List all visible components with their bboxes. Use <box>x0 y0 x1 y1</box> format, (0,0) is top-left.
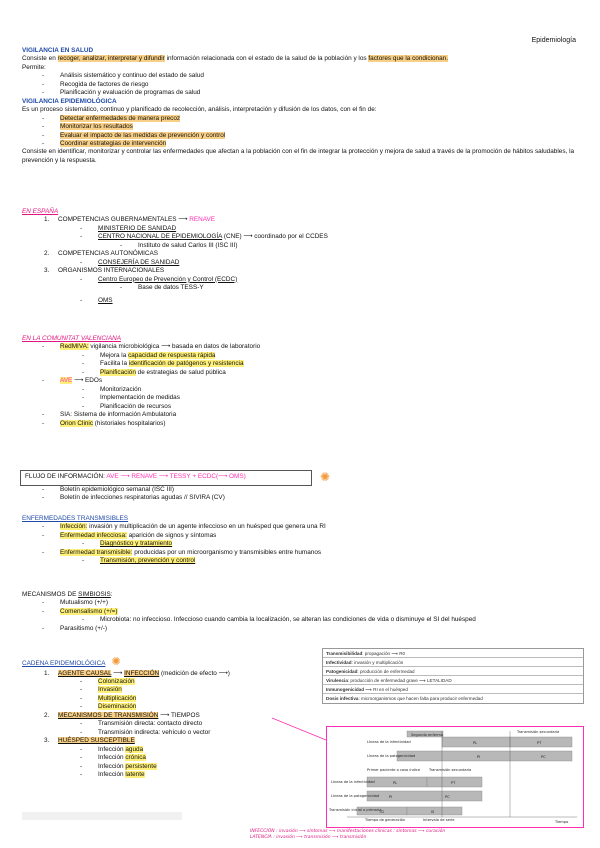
orion-label: Orion Clinic <box>60 419 94 427</box>
list-item: - Recogida de factores de riesgo <box>60 81 582 89</box>
label-primer: Primer paciente o caso índice <box>367 768 421 772</box>
cadena-step-1: 1. AGENTE CAUSAL ⟶ INFECCIÓN (medición de efecto ⟶) <box>44 669 230 677</box>
renave-label: RENAVE <box>189 216 216 224</box>
term: Dosis infectiva <box>326 695 359 701</box>
item-text: Invasión <box>98 686 122 694</box>
header-title: Epidemiología <box>531 37 576 44</box>
list-item: - Parasitismo (+/-) <box>60 625 582 633</box>
intro-highlight-2: factores que la condicionan. <box>368 55 448 63</box>
definition: ⟶ RI en el huésped <box>364 686 408 692</box>
item-text: Colonización <box>98 677 135 685</box>
list-item: - Boletín de infecciones respiratorias agudas // SIVIRA (CV) <box>60 494 225 502</box>
list-item <box>98 763 322 771</box>
definition: : microorganismos que hacen falta para producir enfermedad <box>358 695 483 701</box>
arrow: ⟶ <box>111 669 125 677</box>
vigilancia-salud-intro <box>22 55 582 63</box>
cne-suffix: (CNE) ⟶ coordinado por el CCDES <box>222 233 328 241</box>
definition: producidas por un microorganismo y transmisibles entre humanos <box>132 548 322 556</box>
item-highlight: crónica <box>125 754 146 762</box>
flower-icon: ✺ <box>111 656 121 668</box>
list-item: - Instituto de salud Carlos III (ISC III) <box>138 242 582 250</box>
label-patogenicidad: Líneas de la patogenicidad <box>367 754 416 758</box>
mecanismos-transmision: MECANISMOS DE TRANSMISIÓN <box>58 711 159 719</box>
c1-items <box>98 225 582 250</box>
section-transmisibles <box>22 515 582 566</box>
sub-pre: Facilita la <box>100 360 129 368</box>
definition: : propagación ⟶ R0 <box>362 650 406 656</box>
step-note: ⟶ TIEMPOS <box>158 711 200 719</box>
item-highlight: latente <box>125 770 145 778</box>
definition: contacto directo <box>155 720 203 728</box>
list-item: - Boletín epidemiológico semanal (ISC III) <box>60 486 225 494</box>
properties-table <box>322 648 584 704</box>
title-underlined: SIMBIOSIS <box>78 591 111 598</box>
term: Infección: <box>60 523 88 531</box>
vigilancia-epi-intro: Es un proceso sistemático, continuo y planificado de recolección, análisis, interpretación y difusión de los datos, con el fin de: <box>22 106 377 114</box>
redmiva-text: vigilancia microbiológica ⟶ basada en datos de laboratorio <box>88 343 261 351</box>
label-infectividad: Líneas de la infectividad <box>367 740 411 744</box>
list-item: - OMS <box>98 297 582 305</box>
label-inicial: Transmisión inicial o primaria <box>329 808 382 812</box>
list-item <box>60 115 582 123</box>
table-row <box>323 658 583 667</box>
term: Inmunogenicidad <box>326 686 365 692</box>
c3-label: ORGANISMOS INTERNACIONALES <box>58 267 165 275</box>
redmiva-subs <box>100 352 582 377</box>
list-item: - Análisis sistemático y continuo del estado de salud <box>60 72 582 80</box>
list-item: - Monitorización <box>100 386 582 394</box>
sub-post: de estrategias de salud pública <box>135 368 226 376</box>
code-is: IS <box>431 810 435 814</box>
bar <box>407 807 462 815</box>
label-infectividad-2: Líneas de la infectividad <box>331 780 375 784</box>
definition: invasión y multiplicación de un agente infeccioso en un huésped que genera una RI <box>87 523 326 531</box>
ave-label: AVE <box>60 377 73 385</box>
item-text: Detectar enfermedades de manera precoz <box>60 114 181 122</box>
section-vigilancia-salud <box>22 47 582 165</box>
table-row <box>323 676 583 685</box>
term: Transmisión directa: <box>98 720 156 728</box>
vigilancia-epi-list <box>60 115 582 149</box>
vigilancia-salud-list <box>60 72 582 97</box>
step-note: (medición de efecto ⟶) <box>159 669 230 677</box>
item-text: Coordinar estrategias de intervención <box>60 139 167 147</box>
label-patogenicidad-2: Líneas de la patogenicidad <box>331 794 380 798</box>
flujo-box <box>20 470 312 486</box>
term: Enfermedad transmisible: <box>60 548 133 556</box>
flujo-list <box>60 486 225 503</box>
list-item: - Planificación de recursos <box>100 403 582 411</box>
handnote-line-2: LATENCIA : invasión ⟶ transmisión ⟶ transmisión <box>250 834 367 840</box>
item-highlight: persistente <box>125 762 157 770</box>
list-item <box>98 771 322 779</box>
code-pc-2: PC <box>445 795 450 799</box>
s1-items <box>98 678 322 712</box>
title-pre: MECANISMOS DE <box>22 591 79 598</box>
label-transmision-2: Transmisión secundaria <box>429 768 472 772</box>
cadena-step-2: 2. MECANISMOS DE TRANSMISIÓN ⟶ TIEMPOS <box>44 711 200 719</box>
espana-list <box>44 216 582 305</box>
list-item <box>60 123 582 131</box>
code-tg: TG <box>379 810 384 814</box>
competencia-1: 1. COMPETENCIAS GUBERNAMENTALES ⟶ RENAVE <box>44 216 216 224</box>
cv-list <box>60 343 582 428</box>
list-item: - Planificación y evaluación de programas de salud <box>60 89 582 97</box>
list-item <box>60 140 582 148</box>
list-item <box>60 132 582 140</box>
term: Patogenicidad <box>326 668 358 674</box>
term: Infectividad <box>326 659 352 665</box>
list-item <box>98 695 322 703</box>
vigilancia-epi-title: VIGILANCIA EPIDEMIOLÓGICA <box>22 97 117 105</box>
code-pc: PC <box>541 755 546 759</box>
definition: aparición de signos y síntomas <box>126 531 217 539</box>
infeccion: INFECCIÓN <box>124 669 160 677</box>
handwritten-note <box>250 829 590 841</box>
term: Transmisión indirecta: <box>98 728 161 736</box>
item-highlight: aguda <box>125 745 144 753</box>
label-transmision: Transmisión secundaria <box>517 730 560 734</box>
table-row <box>323 649 583 658</box>
intro-text-b: información relacionada con el estado de la salud de la población y los <box>164 55 369 63</box>
table-row <box>323 694 583 703</box>
cadena-title-row <box>22 655 322 670</box>
orion-post: (historiales hospitalarios) <box>93 419 166 427</box>
vigilancia-salud-title: VIGILANCIA EN SALUD <box>22 47 94 54</box>
label-generacion: Tiempo de generación <box>365 818 406 822</box>
list-item <box>98 686 322 694</box>
sub-pre: Mejora la <box>100 351 129 359</box>
intro-text-a: Consiste en <box>22 55 58 63</box>
list-item: - Centro Europeo de Prevención y Control (ECDC) <box>98 276 582 284</box>
definition: vehículo o vector <box>160 728 211 736</box>
label-segundo: Segundo enfermo <box>411 733 444 737</box>
flower-icon: ✺ <box>320 470 331 484</box>
cadena-step-3: 3. HUÉSPED SUSCEPTIBLE <box>44 737 135 745</box>
list-item: - Microbiota: no infeccioso. Infeccioso cuando cambia la localización, se alteran las condiciones de vida o disminuye el SI del huésped <box>100 616 582 624</box>
list-item <box>60 549 582 557</box>
sub-highlight: Diagnóstico y tratamiento <box>100 540 173 548</box>
list-item <box>98 754 322 762</box>
term: Transmisibilidad <box>326 650 363 656</box>
list-item: - Mutualismo (+/+) <box>60 599 582 607</box>
huesped-susceptible: HUÉSPED SUSCEPTIBLE <box>58 737 135 745</box>
timeline-figure <box>326 726 584 828</box>
item-text: Multiplicación <box>98 694 137 702</box>
list-item: - CONSEJERÍA DE SANIDAD <box>98 259 582 267</box>
title-post: : <box>110 591 113 598</box>
code-pl-2: PL <box>393 781 398 785</box>
cne-label: CENTRO NACIONAL DE EPIDEMIOLOGÍA <box>98 233 223 241</box>
bar <box>397 751 572 761</box>
list-item <box>98 746 322 754</box>
list-item <box>60 377 582 385</box>
cv-title: EN LA COMUNITAT VALENCIANA <box>22 335 121 342</box>
item-pre: Infección <box>98 745 126 753</box>
gray-bar <box>22 812 182 820</box>
ave-subs <box>100 386 582 411</box>
c2-label: COMPETENCIAS AUTONÓMICAS <box>58 250 159 258</box>
sub-highlight: Planificación <box>100 368 136 376</box>
sub-highlight: identificación de patógenos y resistencia <box>128 360 244 368</box>
code-pt-2: PT <box>451 781 456 785</box>
label-serie: Intervalo de serie <box>423 818 455 822</box>
flujo-chain: AVE ⟶ RENAVE ⟶ TESSY + ECDC(⟶ OMS) <box>106 473 246 480</box>
term: Virulencia <box>326 677 348 683</box>
c1-label: COMPETENCIAS GUBERNAMENTALES ⟶ <box>58 216 190 224</box>
transmisibles-title: ENFERMEDADES TRANSMISIBLES <box>22 515 129 522</box>
list-item <box>100 352 582 360</box>
permite-label: Permite: <box>22 63 46 71</box>
flujo-label: FLUJO DE INFORMACIÓN: <box>25 473 107 480</box>
redmiva-label: RedMIVA: <box>60 343 89 351</box>
table-row <box>323 667 583 676</box>
item-pre: Infección <box>98 762 126 770</box>
intro-highlight: recoger, analizar, interpretar y difundir <box>57 55 165 63</box>
code-pi-2: PI <box>389 795 393 799</box>
table-row <box>323 685 583 694</box>
label-tiempo: Tiempo <box>555 820 569 824</box>
list-item <box>60 523 582 531</box>
section-simbiosis <box>22 591 582 633</box>
list-item <box>98 233 582 241</box>
handnote-line-1: INFECCIÓN : invasión ⟶ síntomas ⟶ manifestaciones clínicas : síntomas ⟶ curación <box>250 829 446 834</box>
simbiosis-title <box>22 591 582 599</box>
item-text: Evaluar el impacto de las medidas de prevención y control <box>60 131 226 139</box>
list-item: - Implementación de medidas <box>100 394 582 402</box>
list-item: - MINISTERIO DE SANIDAD <box>98 225 582 233</box>
section-cv <box>22 335 582 428</box>
espana-title: EN ESPAÑA <box>22 208 59 215</box>
list-item <box>100 360 582 368</box>
simbiosis-list <box>60 599 582 633</box>
vigilancia-epi-closing: Consiste en identificar, monitorizar y controlar las enfermedades que afectan a la población con el fin de integrar la protección y mejora de salud a través de la promoción de hábitos saludables, la prevención y la respuesta. <box>22 148 575 164</box>
list-item <box>60 608 582 616</box>
pointer-arrow <box>270 714 330 744</box>
list-item <box>60 532 582 540</box>
competencia-3: 3. ORGANISMOS INTERNACIONALES <box>44 267 165 275</box>
list-item <box>100 540 582 548</box>
sub-highlight: Transmisión, prevención y control <box>100 557 196 565</box>
list-item: - SIA: Sistema de información Ambulatoria <box>60 411 582 419</box>
list-item <box>100 369 582 377</box>
competencia-2: 2. COMPETENCIAS AUTONÓMICAS <box>44 250 159 258</box>
definition: : invasión y multiplicación <box>351 659 404 665</box>
list-item <box>60 343 582 351</box>
item-pre: Infección <box>98 754 126 762</box>
c3-items <box>98 276 582 305</box>
item-pre: Infección <box>98 770 126 778</box>
definition: : producción de enfermedad <box>357 668 415 674</box>
code-pt: PT <box>537 741 542 745</box>
transmisibles-list <box>60 523 582 565</box>
code-pi: PI <box>477 755 481 759</box>
bar <box>367 791 482 801</box>
timeline-diagram <box>327 727 583 827</box>
list-item <box>98 678 322 686</box>
c2-items <box>98 259 582 267</box>
list-item <box>100 557 582 565</box>
comensalismo: Comensalismo (+/=) <box>60 607 118 615</box>
list-item: - Base de datos TESS-Y <box>138 284 582 292</box>
definition: : producción de enfermedad grave ⟶ LETALIDAD <box>347 677 452 683</box>
sub-highlight: capacidad de respuesta rápida <box>128 351 216 359</box>
term: Enfermedad infecciosa: <box>60 531 127 539</box>
list-item <box>98 703 322 711</box>
item-text: Diseminación <box>98 703 137 711</box>
section-espana <box>22 208 582 305</box>
s3-items <box>98 746 322 780</box>
ave-text: ⟶ EDOs <box>72 377 103 385</box>
cadena-title: CADENA EPIDEMIOLÓGICA <box>22 660 106 667</box>
list-item <box>60 420 582 428</box>
agente-causal: AGENTE CAUSAL <box>58 669 112 677</box>
item-text: Monitorizar los resultados <box>60 123 133 131</box>
code-pl: PL <box>473 741 478 745</box>
